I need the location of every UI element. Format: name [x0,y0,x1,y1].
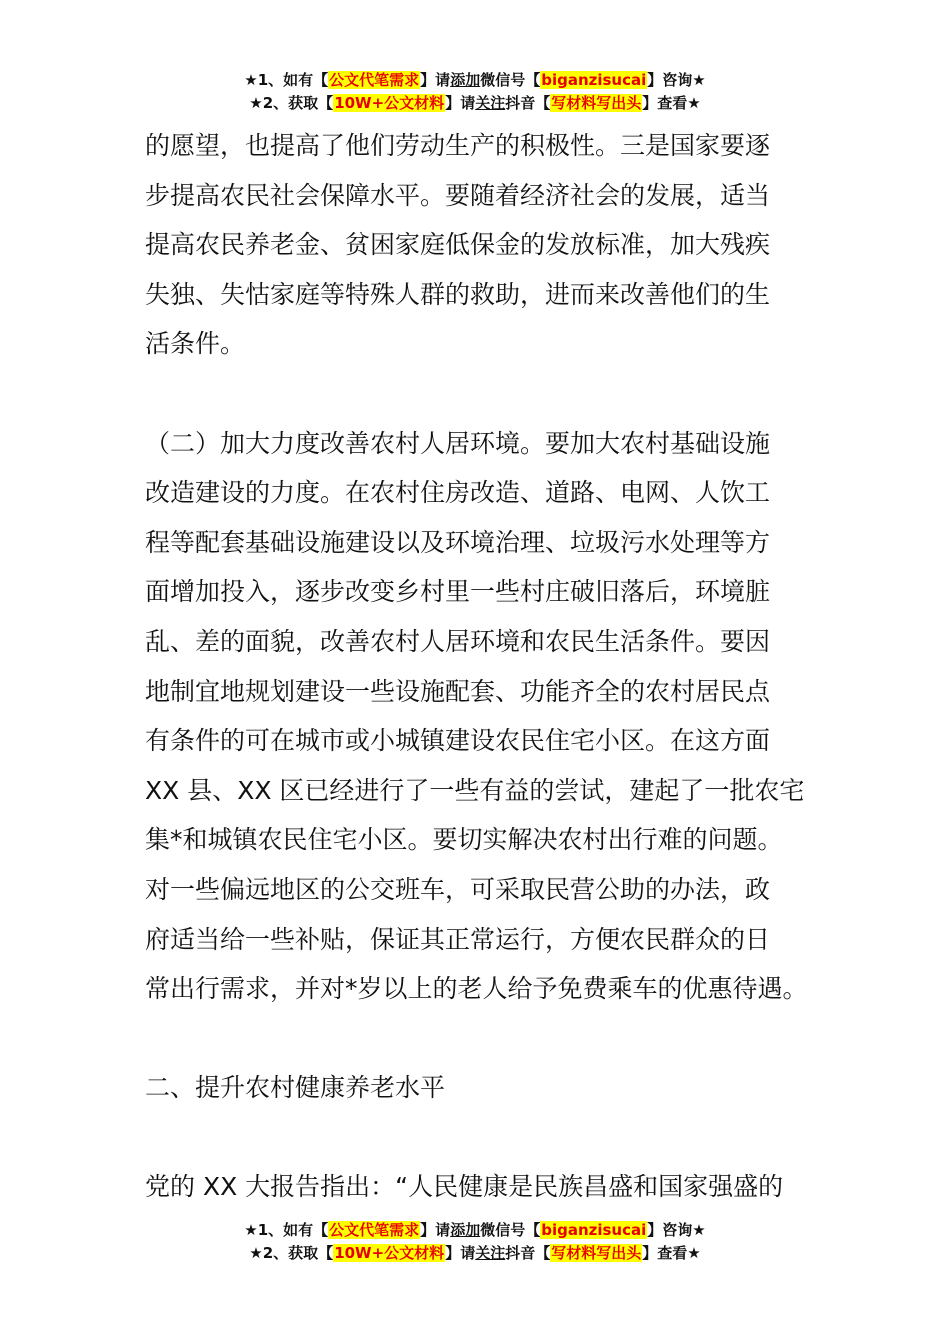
section-heading: 二、提升农村健康养老水平 [145,1073,446,1103]
document-body [145,121,810,1212]
text-line: 面增加投入，逐步改变乡村里一些村庄破旧落后，环境脏 [145,577,771,607]
paragraph-spacer [145,1113,810,1163]
paragraph-3 [145,1162,810,1212]
text-line: 地制宜地规划建设一些设施配套、功能齐全的农村居民点 [145,676,771,706]
footer-banner-line-2: ★2、获取【10W+公文材料】请关注抖音【写材料写出头】查看★ [249,1244,701,1262]
text-line: 常出行需求，并对*岁以上的老人给予免费乘车的优惠待遇。 [145,974,808,1004]
text-line: 的愿望，也提高了他们劳动生产的积极性。三是国家要逐 [145,131,771,160]
text-line: 乱、差的面貌，改善农村人居环境和农民生活条件。要因 [145,626,771,656]
paragraph-1 [145,121,810,369]
header-banner [0,69,950,115]
text-line: XX 县、XX 区已经进行了一些有益的尝试，建起了一批农宅 [145,775,805,805]
highlight-douyin-account: 写材料写出头 [551,94,642,112]
highlight-douyin-account: 写材料写出头 [551,1244,642,1262]
highlight-materials: 10W+公文材料 [334,1244,445,1262]
text-line: 程等配套基础设施建设以及环境治理、垃圾污水处理等方 [145,527,771,557]
highlight-materials: 10W+公文材料 [334,94,445,112]
text-line: 改造建设的力度。在农村住房改造、道路、电网、人饮工 [145,478,771,508]
highlight-service: 公文代笔需求 [329,71,420,89]
highlight-wechat-id: biganzisucai [541,71,647,89]
highlight-wechat-id: biganzisucai [541,1221,647,1239]
text-line: 对一些偏远地区的公交班车，可采取民营公助的办法，政 [145,874,771,904]
text-line: 步提高农民社会保障水平。要随着经济社会的发展，适当 [145,180,771,210]
text-line: 有条件的可在城市或小城镇建设农民住宅小区。在这方面 [145,726,771,756]
text-line: 集*和城镇农民住宅小区。要切实解决农村出行难的问题。 [145,825,783,855]
highlight-service: 公文代笔需求 [329,1221,420,1239]
header-banner-line-2: ★2、获取【10W+公文材料】请关注抖音【写材料写出头】查看★ [249,94,701,112]
text-line: （二）加大力度改善农村人居环境。要加大农村基础设施 [145,428,771,458]
text-line: 活条件。 [145,329,246,359]
paragraph-spacer [145,369,810,419]
paragraph-spacer [145,1014,810,1064]
header-banner-line-1: ★1、如有【公文代笔需求】请添加微信号【biganzisucai】咨询★ [244,71,706,89]
text-line: 党的 XX 大报告指出：“人民健康是民族昌盛和国家强盛的 [145,1172,784,1202]
text-line: 失独、失怙家庭等特殊人群的救助，进而来改善他们的生 [145,279,771,309]
paragraph-2 [145,419,810,1014]
text-line: 提高农民养老金、贫困家庭低保金的发放标准，加大残疾 [145,230,771,260]
text-line: 府适当给一些补贴，保证其正常运行，方便农民群众的日 [145,924,771,954]
footer-banner-line-1: ★1、如有【公文代笔需求】请添加微信号【biganzisucai】咨询★ [244,1221,706,1239]
footer-banner [0,1219,950,1265]
